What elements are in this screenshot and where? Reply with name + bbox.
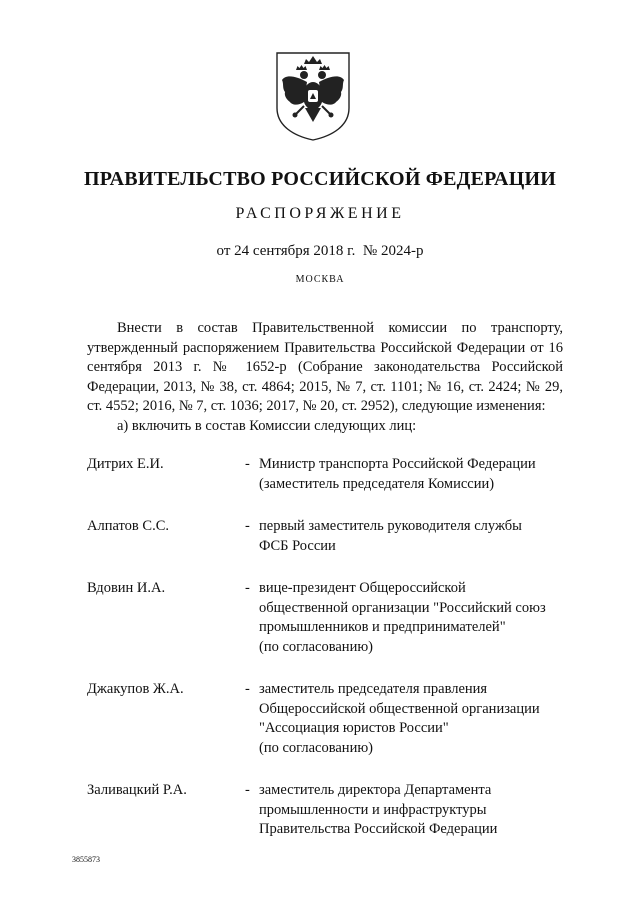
member-row — [87, 680, 563, 758]
member-name: Алпатов С.С. — [87, 518, 169, 534]
body-paragraph: а) включить в состав Комиссии следующих лиц: — [117, 417, 417, 434]
member-description — [259, 680, 563, 758]
member-description-line: заместитель директора Департамента — [259, 782, 492, 798]
member-row — [87, 781, 563, 840]
member-description-line: "Ассоциация юристов России" — [259, 720, 449, 736]
document-date-number: от 24 сентября 2018 г. № 2024-р — [216, 243, 424, 259]
member-description-line: (заместитель председателя Комиссии) — [259, 475, 495, 492]
member-dash: - — [245, 681, 250, 697]
member-description-line: вице-президент Общероссийской — [259, 580, 466, 596]
member-dash: - — [245, 456, 250, 472]
member-dash: - — [245, 518, 250, 534]
member-name: Вдовин И.А. — [87, 580, 166, 596]
document-type: РАСПОРЯЖЕНИЕ — [235, 205, 405, 222]
member-description-line: Общероссийской общественной организации — [259, 700, 540, 717]
member-name: Заливацкий Р.А. — [87, 782, 187, 798]
member-dash: - — [245, 580, 250, 596]
document-code: 3855873 — [72, 855, 100, 864]
member-description-line: ФСБ России — [259, 537, 336, 554]
member-row — [87, 455, 563, 494]
member-name: Дитрих Е.И. — [87, 456, 164, 472]
member-description-line: Правительства Российской Федерации — [259, 821, 498, 837]
member-row — [87, 517, 563, 556]
member-description — [259, 455, 563, 494]
member-description-line: (по согласованию) — [259, 739, 373, 756]
city: МОСКВА — [295, 274, 345, 285]
body-paragraph: Внести в состав Правительственной комиссии по транспорту, утвержденный распоряжением Правительства Российской Федерации от 16 сентября 2013 г. № 1652-р (Собрание законодательства Российской Федерации, 2013, № 38, ст. 4864; 2015, № 7, ст. 1101; № 16, ст. 2424; № 29, ст. 4552; 2016, № 7, ст. 1036; 2017, № 20, ст. 2952), следующие изменения: — [87, 320, 563, 414]
member-description-line: промышленности и инфраструктуры — [259, 801, 487, 818]
member-description — [259, 579, 563, 657]
member-description-line: Министр транспорта Российской Федерации — [259, 456, 536, 472]
member-description — [259, 517, 563, 556]
member-dash: - — [245, 782, 250, 798]
member-description — [259, 781, 563, 840]
member-description-line: заместитель председателя правления — [259, 681, 488, 697]
members-list — [87, 455, 563, 840]
member-description-line: промышленников и предпринимателей" — [259, 619, 506, 635]
document-body — [87, 319, 563, 436]
coat-of-arms-icon — [274, 50, 352, 142]
member-description-line: (по согласованию) — [259, 638, 373, 655]
member-description-line: первый заместитель руководителя службы — [259, 518, 522, 534]
member-name: Джакупов Ж.А. — [87, 681, 184, 697]
government-title: ПРАВИТЕЛЬСТВО РОССИЙСКОЙ ФЕДЕРАЦИИ — [84, 168, 556, 190]
member-description-line: общественной организации "Российский союз — [259, 599, 546, 616]
member-row — [87, 579, 563, 657]
